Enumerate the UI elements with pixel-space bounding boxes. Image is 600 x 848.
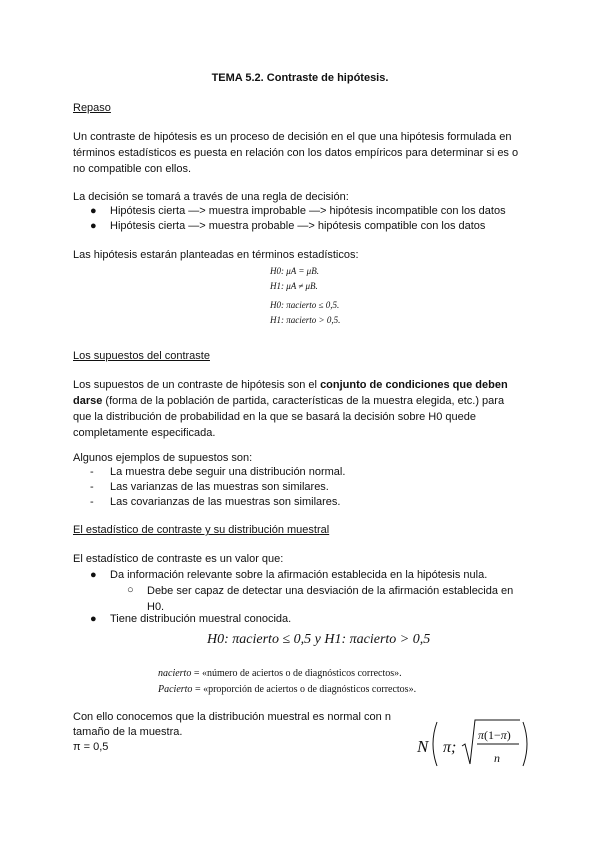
page-title: TEMA 5.2. Contraste de hipótesis.: [211, 72, 389, 84]
bullet-dot-icon: ●: [90, 613, 97, 625]
bold-term: conjunto de condiciones que deben: [320, 379, 508, 391]
symbol: Pacierto: [158, 684, 193, 695]
conclusion-paragraph: Con ello conocemos que la distribución muestral es normal con n tamaño de la muestra. π = 0,5: [73, 711, 391, 753]
formula-h1-pi: H1: πacierto > 0,5.: [270, 315, 341, 325]
section-heading-repaso: Repaso: [73, 102, 111, 114]
svg-text:π(1−π): π(1−π): [478, 728, 511, 742]
dash-icon: -: [90, 481, 94, 493]
examples-intro: Algunos ejemplos de supuestos son:: [73, 452, 253, 464]
dash-icon: -: [90, 466, 94, 478]
section-heading-supuestos: Los supuestos del contraste: [73, 350, 210, 362]
hipotesis-intro: Las hipótesis estarán planteadas en términos estadísticos:: [73, 249, 359, 261]
repaso-paragraph: [73, 129, 518, 177]
pi-value: π = 0,5: [73, 741, 109, 753]
decision-intro: La decisión se tomará a través de una regla de decisión:: [73, 191, 349, 203]
bullet-dot-icon: ●: [90, 220, 97, 232]
svg-text:n: n: [494, 751, 500, 765]
estadistico-intro: El estadístico de contraste es un valor que:: [73, 553, 284, 565]
normal-distribution-formula: [415, 712, 530, 774]
paragraph-line: términos estadísticos es puesta en relación con los datos empíricos para determinar si es o: [73, 147, 519, 159]
circle-bullet-icon: ○: [127, 584, 134, 596]
definition-p: Pacierto = «proporción de aciertos o de diagnósticos correctos».: [158, 684, 417, 695]
svg-text:π;: π;: [443, 739, 457, 756]
formula-h0-pi: H0: πacierto ≤ 0,5.: [270, 300, 340, 310]
dash-icon: -: [90, 496, 94, 508]
formula-h1-mu: H1: μA ≠ μB.: [270, 281, 318, 291]
definition-n: nacierto = «número de aciertos o de diagnósticos correctos».: [158, 668, 402, 679]
formula-h0-mu: H0: μA = μB.: [270, 266, 319, 276]
hypothesis-formulas: [270, 264, 340, 328]
svg-text:N: N: [417, 737, 429, 756]
paragraph-line: Un contraste de hipótesis es un proceso de decisión en el que una hipótesis formulada en: [73, 131, 512, 143]
paragraph-line: no compatible con ellos.: [73, 163, 192, 175]
symbol: nacierto: [158, 668, 192, 679]
supuestos-paragraph: Los supuestos de un contraste de hipótesis son el conjunto de condiciones que deben darse (forma de la población de partida, características de la muestra elegida, etc.) para que la distribución de probabilidad en la que se basará la decisión sobre H0 quede completamente especificada.: [73, 379, 508, 439]
section-heading-estadistico: El estadístico de contraste y su distribución muestral: [73, 524, 330, 536]
bold-term: darse: [73, 395, 103, 407]
bullet-dot-icon: ●: [90, 569, 97, 581]
formula-main: H0: πacierto ≤ 0,5 y H1: πacierto > 0,5: [207, 632, 431, 647]
bullet-dot-icon: ●: [90, 205, 97, 217]
